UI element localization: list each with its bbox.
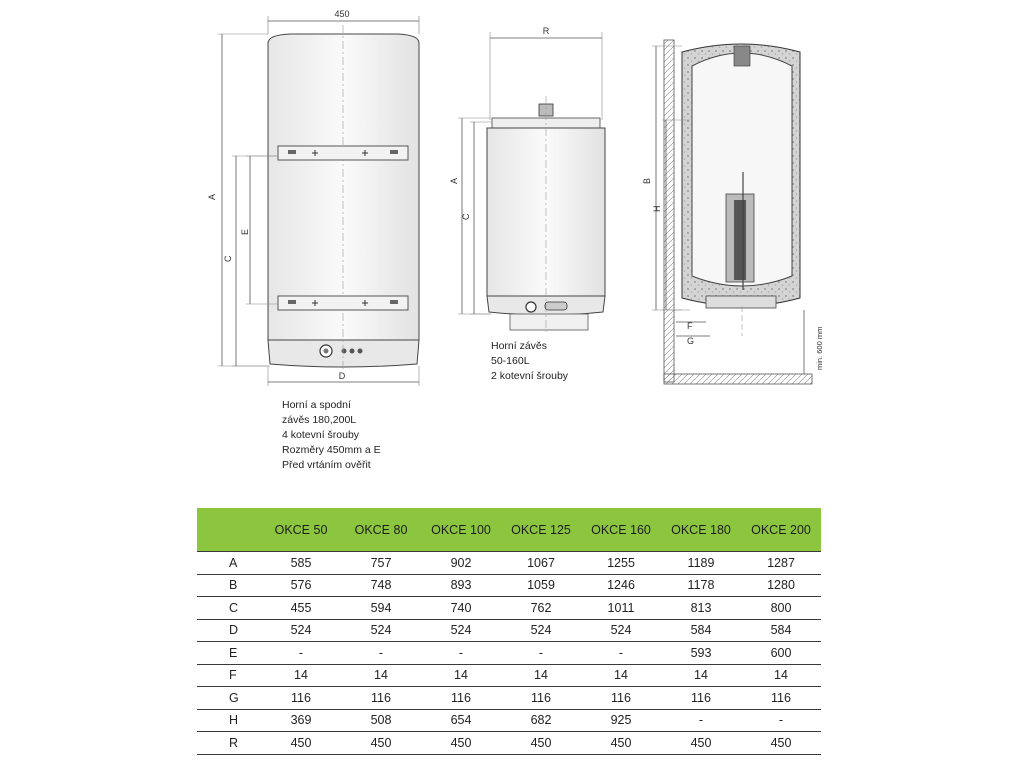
table-cell: 584 [661,619,741,642]
dim-g-label: G [687,336,695,346]
table-cell: 450 [581,732,661,755]
table-cell: 524 [421,619,501,642]
dim-c-mid-label: C [461,213,471,220]
row-label: F [197,664,261,687]
table-cell: - [501,642,581,665]
table-cell: 450 [741,732,821,755]
table-cell: 14 [741,664,821,687]
table-cell: 14 [501,664,581,687]
table-row [197,552,821,575]
table-cell: 600 [741,642,821,665]
table-cell: 593 [661,642,741,665]
table-row [197,664,821,687]
column-header: OKCE 125 [511,522,571,537]
table-cell: 1178 [661,574,741,597]
table-cell: 1189 [661,552,741,575]
table-cell: 450 [661,732,741,755]
table-cell: 1287 [741,552,821,575]
table-cell: 813 [661,597,741,620]
table-row [197,574,821,597]
dim-a-mid-label: A [449,177,459,184]
table-cell: 902 [421,552,501,575]
table-row [197,619,821,642]
note-line: Před vrtáním ověřit [282,459,371,471]
table-cell: 585 [261,552,341,575]
table-cell: 524 [341,619,421,642]
table-cell: 524 [261,619,341,642]
table-cell: 740 [421,597,501,620]
row-label: R [197,732,261,755]
table-cell: 682 [501,709,581,732]
table-row [197,687,821,710]
table-cell: 1059 [501,574,581,597]
table-cell: 450 [261,732,341,755]
dim-e-label: E [240,228,250,235]
dim-r-label: R [542,26,550,36]
table-cell: - [741,709,821,732]
table-cell: 508 [341,709,421,732]
table-cell: 116 [581,687,661,710]
table-cell: 450 [421,732,501,755]
table-cell: 455 [261,597,341,620]
note-line: Horní a spodní [282,399,351,411]
table-cell: 576 [261,574,341,597]
table-row [197,597,821,620]
dim-b-label: B [642,177,652,184]
table-cell: 116 [741,687,821,710]
dim-450-label: 450 [334,9,350,19]
table-cell: 116 [661,687,741,710]
table-cell: 116 [421,687,501,710]
section-view [642,40,824,384]
table-header-row [197,508,821,552]
table-cell: 1255 [581,552,661,575]
row-label: D [197,619,261,642]
table-cell: 1067 [501,552,581,575]
table-cell: 1280 [741,574,821,597]
table-cell: 748 [341,574,421,597]
row-label: A [197,552,261,575]
table-cell: 14 [341,664,421,687]
note-line: 2 kotevní šrouby [491,370,569,382]
table-cell: 893 [421,574,501,597]
row-label: E [197,642,261,665]
front-view-180-200l [207,9,419,386]
table-cell: 450 [341,732,421,755]
table-cell: 584 [741,619,821,642]
table-cell: 594 [341,597,421,620]
table-cell: 524 [581,619,661,642]
dim-h-label: H [652,205,662,212]
table-cell: - [661,709,741,732]
note-line: 4 kotevní šrouby [282,429,360,441]
table-row [197,642,821,665]
table-cell: 116 [261,687,341,710]
row-label: G [197,687,261,710]
note-50-160l [491,339,568,384]
table-cell: 1246 [581,574,661,597]
row-label: H [197,709,261,732]
dim-d-label: D [338,371,346,381]
table-cell: 116 [501,687,581,710]
column-header: OKCE 50 [274,522,328,537]
dim-c-label: C [223,255,233,262]
column-header: OKCE 100 [431,522,491,537]
table-cell: 14 [661,664,741,687]
table-cell: 116 [341,687,421,710]
table-cell: 1011 [581,597,661,620]
note-line: Rozměry 450mm a E [282,444,381,456]
row-label: B [197,574,261,597]
note-line: závěs 180,200L [282,414,357,426]
note-line: 50-160L [491,355,530,367]
dim-a-label: A [207,193,217,200]
table-cell: 524 [501,619,581,642]
dim-f-label: F [687,321,693,331]
table-row [197,732,821,755]
column-header: OKCE 200 [751,522,811,537]
table-cell: 450 [501,732,581,755]
column-header: OKCE 160 [591,522,651,537]
table-cell: 654 [421,709,501,732]
column-header: OKCE 180 [671,522,731,537]
table-cell: 762 [501,597,581,620]
table-cell: 14 [421,664,501,687]
dimensions-table [197,508,821,755]
table-cell: - [261,642,341,665]
column-header: OKCE 80 [354,522,408,537]
table-row [197,709,821,732]
table-cell: 14 [581,664,661,687]
table-cell: 757 [341,552,421,575]
table-cell: 369 [261,709,341,732]
note-line: Horní závěs [491,340,548,352]
min-height-label: min. 600 mm [815,326,824,370]
table-cell: 800 [741,597,821,620]
row-label: C [197,597,261,620]
table-cell: - [581,642,661,665]
note-180-200l [282,398,381,473]
table-cell: 14 [261,664,341,687]
table-cell: - [421,642,501,665]
table-cell: - [341,642,421,665]
column-header [197,508,261,552]
front-view-50-160l [449,26,605,332]
table-cell: 925 [581,709,661,732]
